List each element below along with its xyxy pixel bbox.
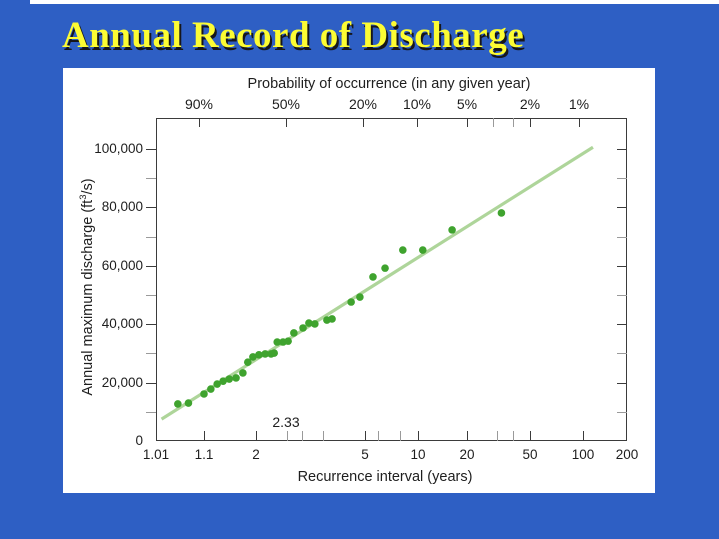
y-axis-title: Annual maximum discharge $(ft^3/s)$ [78,178,96,396]
top-axis-tick-label: 20% [348,96,378,112]
data-point [498,209,506,217]
x-axis-tick-label: 1.01 [142,447,170,462]
data-point [356,293,364,301]
data-point [448,226,456,234]
y-axis-tick [146,237,156,238]
y-axis-tick-label: 60,000 [101,257,143,273]
slide-title: Annual Record of Discharge [62,15,525,56]
data-point [284,337,292,345]
data-point [200,390,208,398]
x-axis-tick-label: 200 [615,447,639,462]
y-axis-tick [146,324,156,325]
data-point [174,400,182,408]
data-point [328,315,336,323]
y-axis-tick-label: 100,000 [94,141,143,156]
x-axis-tick-label: 1.1 [194,447,214,462]
data-point [270,349,278,357]
y-axis-tick [146,295,156,296]
y-axis-tick [146,178,156,179]
top-axis-title: Probability of occurrence (in any given year) [247,76,531,92]
y-axis-tick [146,353,156,354]
data-point [185,399,193,407]
y-axis-tick [146,149,156,150]
data-point [299,324,307,332]
data-point [399,246,407,254]
x-axis-tick-label: 5 [361,447,369,462]
chart-panel [63,68,655,493]
data-point [232,374,240,382]
x-axis-title: Recurrence interval (years) [297,469,473,485]
y-axis-tick [146,383,156,384]
y-axis-tick-label: 80,000 [101,199,143,215]
mean-annual-flood-annotation: 2.33 [272,414,300,430]
data-point [290,329,298,337]
top-axis-tick-label: 90% [184,96,214,112]
y-axis-tick [146,207,156,208]
top-axis-tick-label: 10% [402,96,432,112]
top-axis-tick-label: 50% [271,96,301,112]
y-axis-tick [146,266,156,267]
data-point [419,246,427,254]
y-axis-tick-label: 40,000 [101,316,143,332]
data-point [207,385,215,393]
data-point [311,320,319,328]
top-axis-tick-label: 1% [568,96,590,112]
top-edge-strip [30,0,719,4]
top-axis-tick-label: 2% [519,96,541,112]
data-point [225,375,233,383]
x-axis-tick-label: 2 [252,447,260,462]
scatter-plot [156,118,627,441]
y-axis-tick-label: 20,000 [101,374,143,390]
data-point [239,369,247,377]
x-axis-tick-label: 50 [522,447,538,462]
top-axis-tick-label: 5% [456,96,478,112]
x-axis-tick-label: 20 [459,447,475,462]
x-axis-tick-label: 10 [410,447,426,462]
data-point [369,273,377,281]
data-point [347,298,355,306]
data-point [381,264,389,272]
x-axis-tick-label: 100 [571,447,595,462]
y-axis-tick [146,412,156,413]
y-axis-tick-label: 0 [135,433,143,448]
